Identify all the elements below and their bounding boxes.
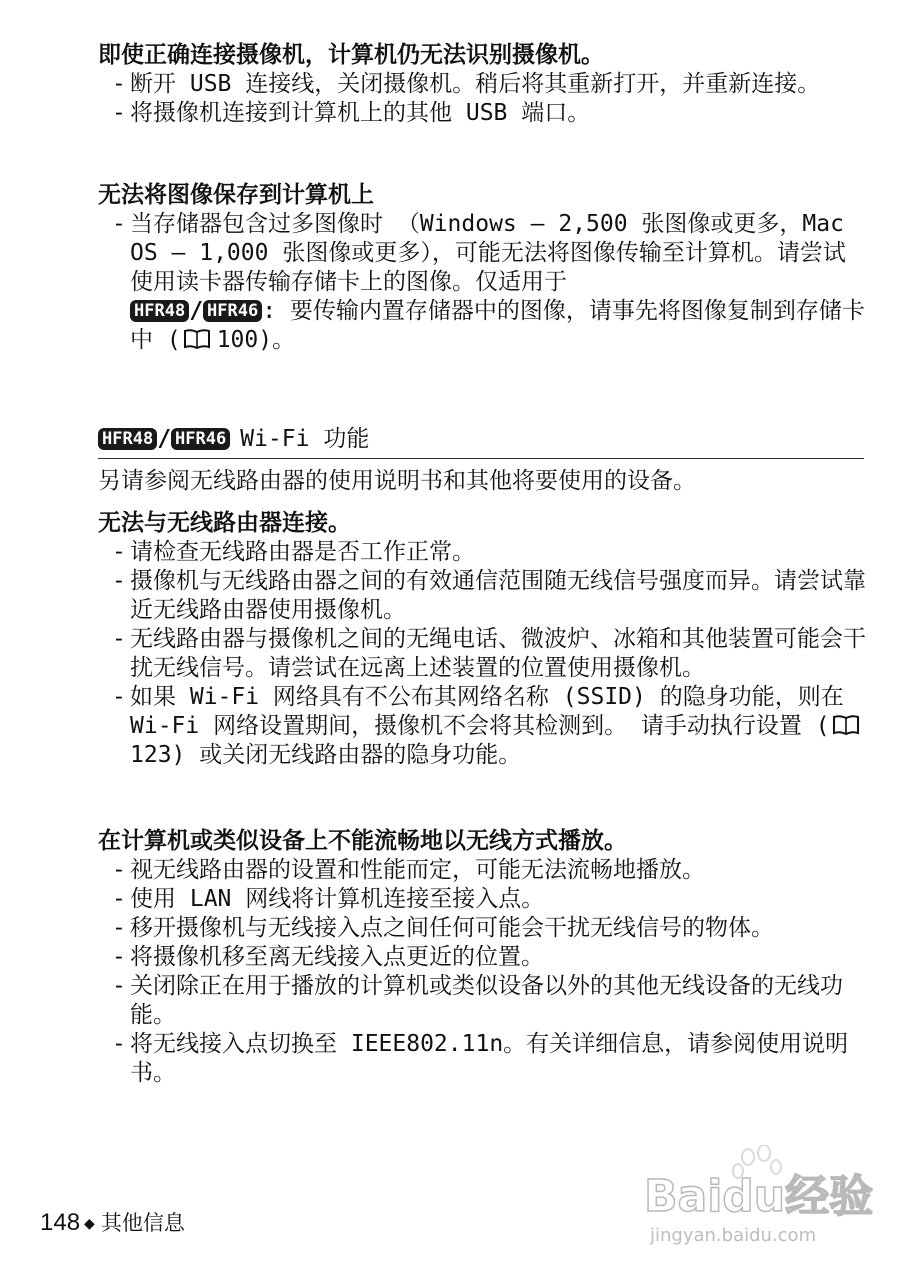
dash-marker: - bbox=[112, 211, 126, 237]
dash-marker: - bbox=[112, 1031, 126, 1057]
tag-separator: / bbox=[157, 426, 172, 452]
book-reference-icon bbox=[832, 714, 860, 736]
list-item-text: 摄像机与无线路由器之间的有效通信范围随无线信号强度而异。请尝试靠近无线路由器使用摄像机。 bbox=[130, 568, 866, 623]
wifi-intro: 另请参阅无线路由器的使用说明书和其他将要使用的设备。 bbox=[98, 468, 696, 494]
list-item-text: )。 bbox=[258, 327, 296, 353]
page-footer bbox=[40, 1210, 185, 1237]
list-item-text: : 要传输内置存储器中的图像，请事先将图像复制到存储卡中 ( bbox=[130, 298, 865, 353]
section-cannot-play-smoothly bbox=[98, 826, 868, 1088]
bullet-list bbox=[98, 210, 868, 355]
watermark-brand: Baidu经验 bbox=[644, 1171, 874, 1222]
list-item-text: 当存储器包含过多图像时 （Windows – 2,500 张图像或更多，Mac OS – 1,000 张图像或更多），可能无法将图像传输至计算机。请尝试使用读卡器传输存储卡上的图像。仅适用于 bbox=[130, 211, 846, 295]
list-item bbox=[98, 567, 868, 625]
diamond-bullet-icon: ◆ bbox=[84, 1215, 95, 1231]
dash-marker: - bbox=[112, 886, 126, 912]
model-tag-hfr48: HFR48 bbox=[130, 300, 189, 322]
baidu-watermark-logo bbox=[640, 1145, 880, 1255]
list-item bbox=[98, 856, 868, 885]
list-item-text: 使用 LAN 网线将计算机连接至接入点。 bbox=[130, 886, 545, 912]
list-item-text: 移开摄像机与无线接入点之间任何可能会干扰无线信号的物体。 bbox=[130, 915, 774, 941]
dash-marker: - bbox=[112, 915, 126, 941]
watermark-url: jingyan.baidu.com bbox=[650, 1225, 817, 1246]
list-item-text: 将无线接入点切换至 IEEE802.11n。有关详细信息，请参阅使用说明书。 bbox=[130, 1031, 849, 1086]
section-camera-not-recognized bbox=[98, 40, 868, 128]
dash-marker: - bbox=[112, 626, 126, 652]
list-item-text: 将摄像机连接到计算机上的其他 USB 端口。 bbox=[130, 100, 591, 126]
list-item bbox=[98, 538, 868, 567]
list-item bbox=[98, 914, 868, 943]
list-item-text: 将摄像机移至离无线接入点更近的位置。 bbox=[130, 944, 544, 970]
list-item-text: 关闭除正在用于播放的计算机或类似设备以外的其他无线设备的无线功能。 bbox=[130, 973, 843, 1028]
wifi-title-text: Wi-Fi 功能 bbox=[240, 426, 370, 452]
bullet-list bbox=[98, 538, 868, 770]
bullet-list bbox=[98, 70, 868, 128]
section-heading: 即使正确连接摄像机，计算机仍无法识别摄像机。 bbox=[98, 42, 604, 68]
list-item-text: 断开 USB 连接线，关闭摄像机。稍后将其重新打开，并重新连接。 bbox=[130, 71, 821, 97]
list-item bbox=[98, 210, 868, 355]
dash-marker: - bbox=[112, 100, 126, 126]
wifi-section-title bbox=[98, 424, 864, 459]
list-item bbox=[98, 99, 868, 128]
list-item-text: 视无线路由器的设置和性能而定，可能无法流畅地播放。 bbox=[130, 857, 705, 883]
reference-page: 123 bbox=[130, 742, 172, 768]
dash-marker: - bbox=[112, 944, 126, 970]
dash-marker: - bbox=[112, 71, 126, 97]
model-tag-hfr46: HFR46 bbox=[171, 428, 230, 450]
section-heading: 无法与无线路由器连接。 bbox=[98, 510, 351, 536]
section-heading: 无法将图像保存到计算机上 bbox=[98, 182, 374, 208]
bullet-list bbox=[98, 856, 868, 1088]
dash-marker: - bbox=[112, 684, 126, 710]
reference-page: 100 bbox=[216, 327, 259, 353]
model-tag-hfr48: HFR48 bbox=[98, 428, 157, 450]
page-number: 148 bbox=[40, 1209, 81, 1236]
dash-marker: - bbox=[112, 857, 126, 883]
book-reference-icon bbox=[183, 328, 211, 350]
list-item bbox=[98, 70, 868, 99]
list-item bbox=[98, 625, 868, 683]
dash-marker: - bbox=[112, 539, 126, 565]
list-item bbox=[98, 683, 868, 770]
model-tag-hfr46: HFR46 bbox=[203, 300, 262, 322]
dash-marker: - bbox=[112, 973, 126, 999]
list-item-text: 请检查无线路由器是否工作正常。 bbox=[130, 539, 475, 565]
list-item bbox=[98, 1030, 868, 1088]
dash-marker: - bbox=[112, 568, 126, 594]
section-cannot-save-images bbox=[98, 180, 868, 355]
footer-section-name: 其他信息 bbox=[100, 1212, 185, 1235]
list-item-text: ) 或关闭无线路由器的隐身功能。 bbox=[171, 742, 522, 768]
list-item bbox=[98, 943, 868, 972]
section-cannot-connect-router bbox=[98, 508, 868, 770]
tag-separator: / bbox=[189, 298, 204, 324]
list-item bbox=[98, 972, 868, 1030]
list-item bbox=[98, 885, 868, 914]
section-heading: 在计算机或类似设备上不能流畅地以无线方式播放。 bbox=[98, 828, 627, 854]
list-item-text: 无线路由器与摄像机之间的无绳电话、微波炉、冰箱和其他装置可能会干扰无线信号。请尝试在远离上述装置的位置使用摄像机。 bbox=[130, 626, 866, 681]
list-item-text: 如果 Wi-Fi 网络具有不公布其网络名称 (SSID) 的隐身功能，则在 Wi-Fi 网络设置期间，摄像机不会将其检测到。 请手动执行设置 ( bbox=[130, 684, 844, 739]
